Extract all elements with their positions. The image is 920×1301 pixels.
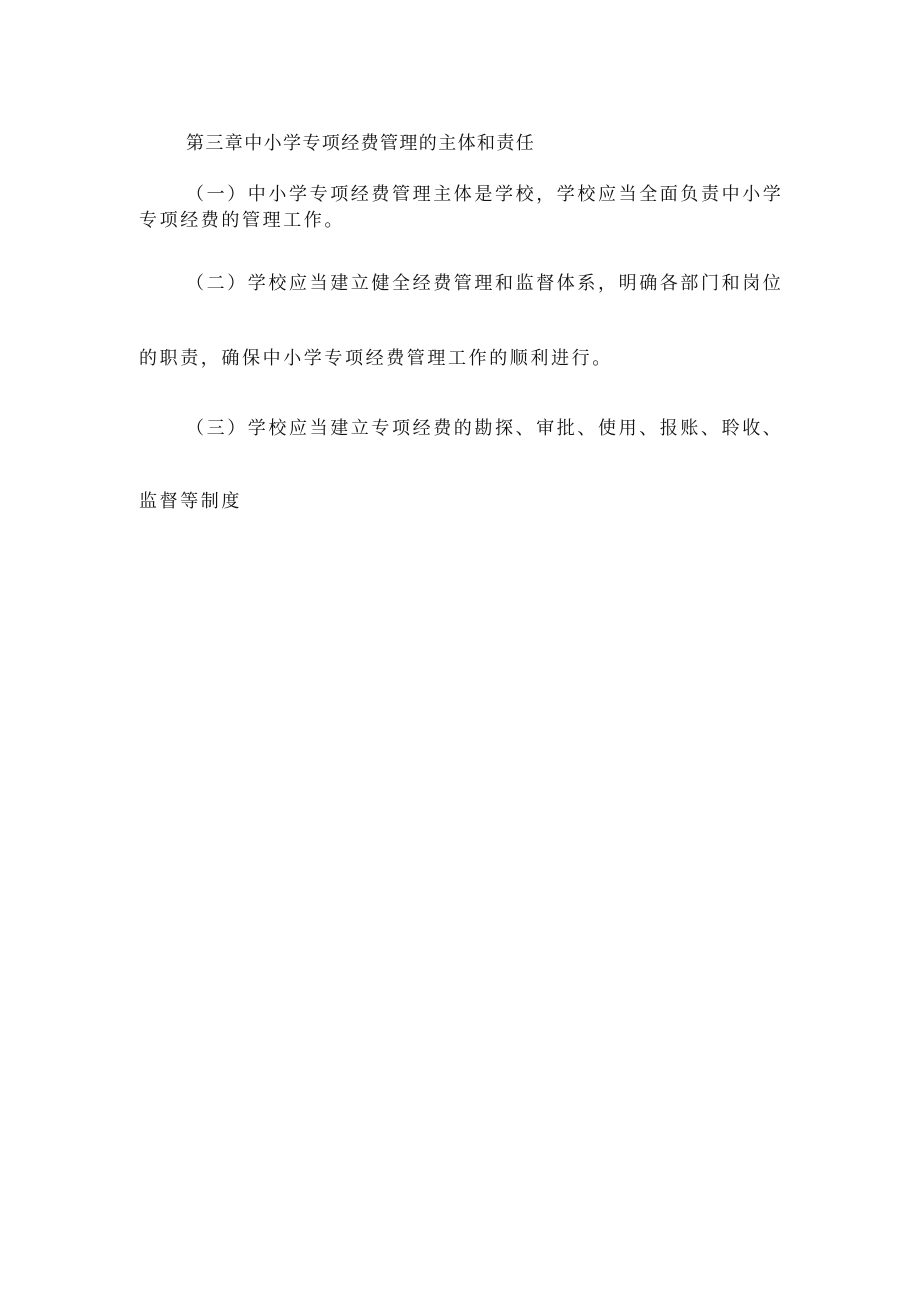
paragraph-2-line-2: 的职责，确保中小学专项经费管理工作的顺利进行。 — [139, 348, 613, 369]
paragraph-1-line-2: 专项经费的管理工作。 — [139, 210, 345, 231]
paragraph-2-line-1: （二）学校应当建立健全经费管理和监督体系，明确各部门和岗位 — [186, 273, 784, 294]
chapter-title: 第三章中小学专项经费管理的主体和责任 — [186, 133, 536, 154]
paragraph-3-line-2: 监督等制度 — [139, 491, 242, 512]
paragraph-3-line-1: （三）学校应当建立专项经费的勘探、审批、使用、报账、聆收、 — [186, 418, 784, 439]
paragraph-1-line-1: （一）中小学专项经费管理主体是学校，学校应当全面负责中小学 — [186, 184, 784, 205]
